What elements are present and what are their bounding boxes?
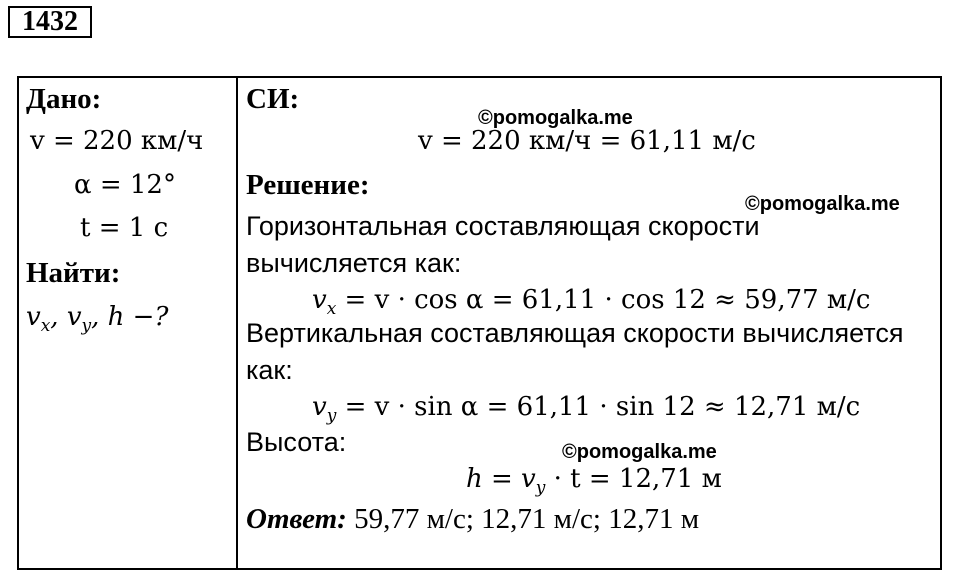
watermark-3: ©pomogalka.me: [562, 441, 717, 463]
answer-line: [246, 502, 699, 536]
find-variables: $v_x$, $v_y$, h −?: [26, 302, 169, 336]
solution-heading: Решение:: [246, 169, 370, 201]
given-time: t = 1 с: [80, 213, 169, 243]
si-heading: СИ:: [246, 83, 300, 115]
watermark-2: ©pomogalka.me: [745, 193, 900, 215]
vertical-text-1: Вертикальная составляющая скорости вычисляется: [246, 318, 904, 348]
given-angle: α = 12°: [74, 170, 176, 200]
given-velocity: v = 220 км/ч: [30, 126, 204, 156]
vx-formula: $v_x = v \cdot \cos \alpha = 61,11 \cdot \cos 12 \approx 59,77$ м/с: [312, 285, 871, 319]
given-heading: Дано:: [26, 83, 102, 115]
si-conversion: v = 220 км/ч = 61,11 м/с: [418, 126, 756, 156]
h-formula: $h = v_y \cdot t = 12,71$ м: [466, 464, 722, 498]
horizontal-text-1: Горизонтальная составляющая скорости: [246, 211, 760, 241]
answer-value: 59,77 м/с; 12,71 м/с; 12,71 м: [346, 503, 700, 535]
height-text: Высота:: [246, 427, 347, 457]
horizontal-text-2: вычисляется как:: [246, 248, 462, 278]
vertical-text-2: как:: [246, 355, 293, 385]
problem-number: 1432: [8, 6, 92, 38]
answer-label: Ответ:: [246, 503, 347, 535]
vy-formula: $v_y = v \cdot \sin \alpha = 61,11 \cdot \sin 12 \approx 12,71$ м/с: [312, 392, 861, 426]
column-divider: [236, 76, 238, 570]
watermark-1: ©pomogalka.me: [478, 107, 633, 129]
find-heading: Найти:: [26, 257, 121, 289]
